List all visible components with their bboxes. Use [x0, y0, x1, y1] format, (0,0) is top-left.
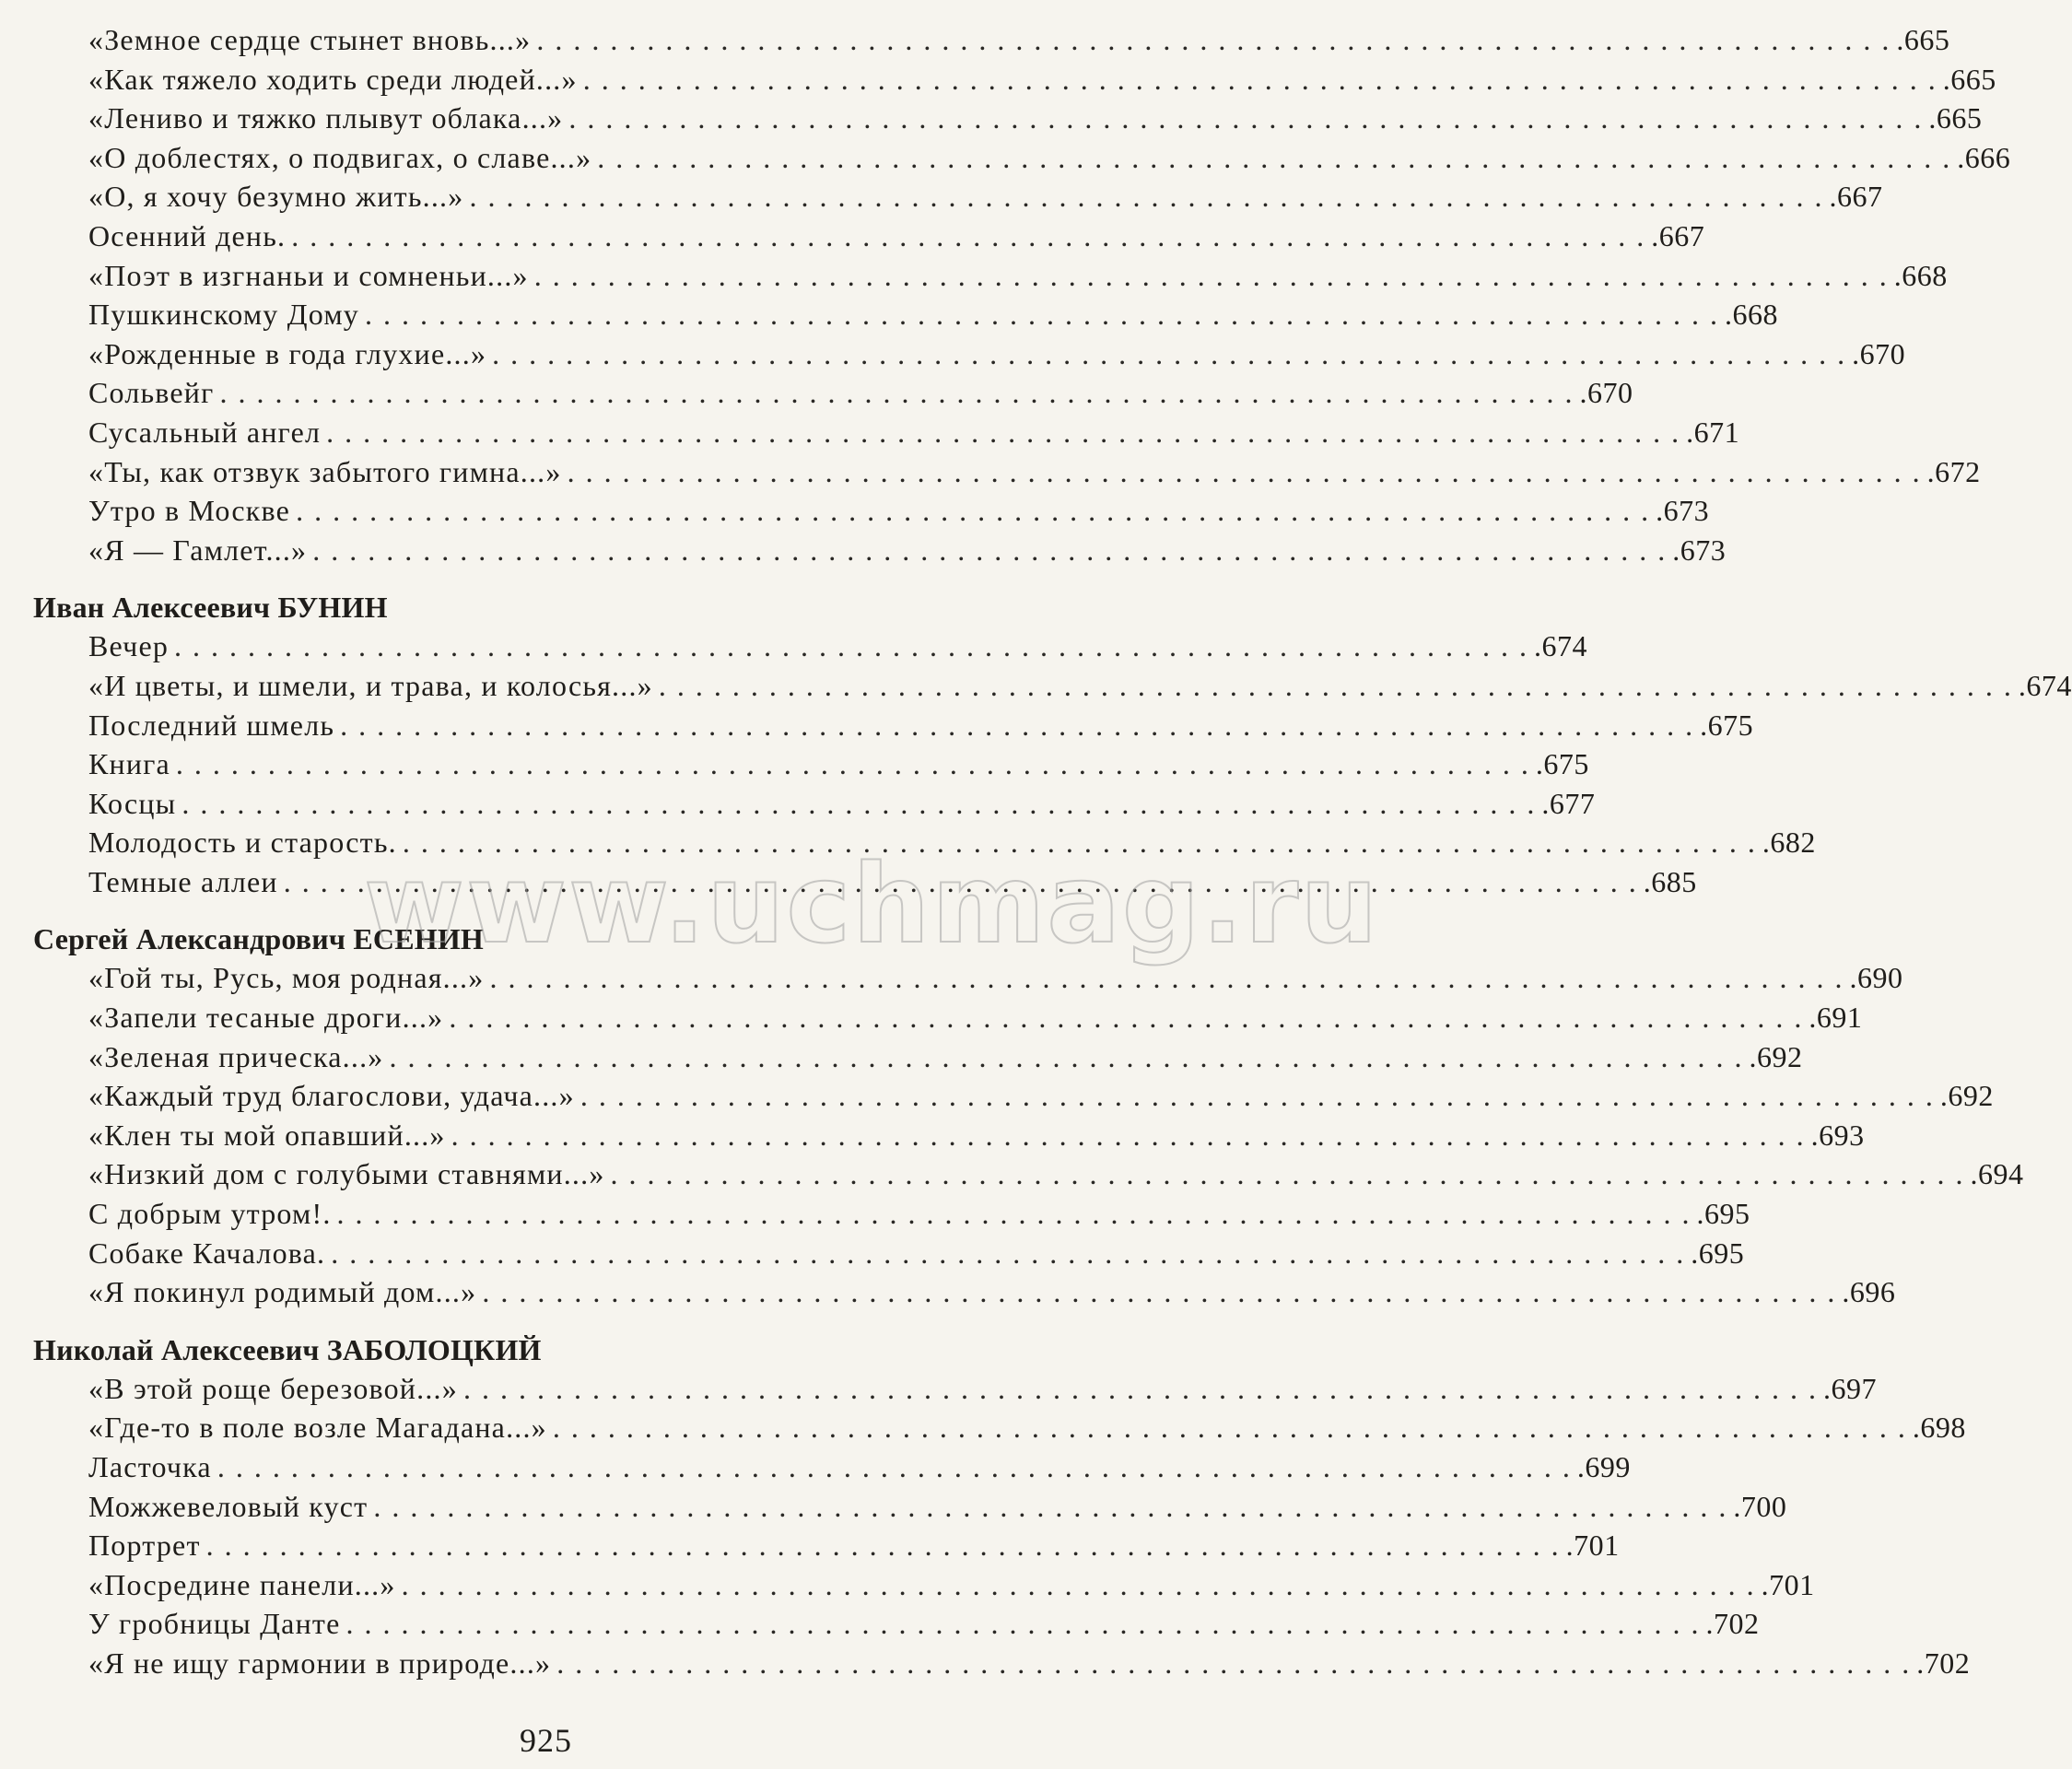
- dot-leader: [296, 491, 1650, 531]
- toc-section: [33, 588, 2072, 901]
- dot-leader: [345, 1604, 1700, 1644]
- entry-page-number: .675: [1700, 708, 1754, 742]
- entry-title: Сусальный ангел: [88, 415, 322, 449]
- toc-entry: [33, 1369, 1877, 1409]
- toc-entry: [33, 784, 1596, 824]
- entry-page-number: .672: [1926, 454, 1981, 488]
- toc-entry: [33, 958, 1903, 998]
- entry-page-number: .673: [1656, 494, 1710, 528]
- toc-entry: [33, 1604, 1760, 1644]
- dot-leader: [556, 1644, 1911, 1683]
- dot-leader: [469, 177, 1823, 217]
- dot-leader: [492, 334, 1846, 374]
- entry-title: Молодость и старость.: [88, 826, 397, 860]
- entry-title: «Клен ты мой опавший...»: [88, 1118, 446, 1152]
- toc-entry: [33, 334, 1906, 374]
- author-heading: Иван Алексеевич БУНИН: [33, 591, 388, 625]
- dot-leader: [206, 1526, 1561, 1565]
- entry-title: «Земное сердце стынет вновь...»: [88, 23, 532, 56]
- entry-title: «Я — Гамлет...»: [88, 533, 308, 567]
- entry-page-number: .682: [1762, 826, 1816, 860]
- toc-entry: [33, 706, 1754, 745]
- entry-title: «Поэт в изгнаньи и сомненьи...»: [88, 258, 529, 292]
- toc-entry: [33, 217, 1705, 256]
- dot-leader: [482, 1272, 1836, 1312]
- entry-page-number: .685: [1643, 864, 1697, 898]
- dot-leader: [597, 138, 1951, 178]
- entry-title: Последний шмель: [88, 708, 335, 742]
- entry-title: «Запели тесаные дроги...»: [88, 1001, 444, 1035]
- toc-entry: [33, 295, 1778, 334]
- dot-leader: [337, 1194, 1692, 1234]
- toc-entry: [33, 99, 1983, 138]
- entry-title: «Лениво и тяжко плывут облака...»: [88, 101, 564, 135]
- entry-title: Вечер: [88, 629, 170, 663]
- dot-leader: [449, 998, 1803, 1037]
- dot-leader: [176, 744, 1530, 784]
- entry-page-number: .691: [1809, 1001, 1863, 1035]
- entry-page-number: .701: [1565, 1529, 1620, 1563]
- entry-title: «Как тяжело ходить среди людей...»: [88, 62, 578, 96]
- entry-title: Портрет: [88, 1529, 201, 1563]
- entry-title: «Рожденные в года глухие...»: [88, 336, 487, 370]
- entry-page-number: .690: [1849, 961, 1903, 995]
- entry-page-number: .699: [1576, 1450, 1631, 1483]
- entry-title: «В этой роще березовой...»: [88, 1371, 458, 1405]
- entry-title: «Я не ищу гармонии в природе...»: [88, 1646, 552, 1680]
- toc-entry: [33, 177, 1883, 217]
- dot-leader: [568, 99, 1923, 138]
- entry-page-number: .677: [1541, 786, 1596, 820]
- entry-title: «Посредине панели...»: [88, 1567, 396, 1601]
- entry-title: «Гой ты, Русь, моя родная...»: [88, 961, 485, 995]
- entry-title: «О, я хочу безумно жить...»: [88, 180, 464, 214]
- dot-leader: [403, 823, 1757, 862]
- entry-title: Косцы: [88, 786, 177, 820]
- entry-page-number: .675: [1535, 747, 1589, 781]
- table-of-contents: [33, 20, 2072, 1683]
- toc-entry: [33, 1408, 1966, 1447]
- dot-leader: [365, 295, 1719, 334]
- entry-page-number: .693: [1810, 1118, 1865, 1152]
- entry-page-number: .696: [1842, 1275, 1896, 1309]
- toc-entry: [33, 1447, 1631, 1487]
- entry-page-number: .694: [1970, 1157, 2024, 1191]
- entry-page-number: .670: [1579, 376, 1633, 410]
- entry-title: «Зеленая прическа...»: [88, 1039, 384, 1073]
- entry-title: «Каждый труд благослови, удача...»: [88, 1079, 575, 1113]
- entry-page-number: .668: [1724, 298, 1778, 332]
- entry-title: «Я покинул родимый дом...»: [88, 1275, 477, 1309]
- toc-entry: [33, 1154, 2024, 1194]
- toc-entry: [33, 627, 1588, 666]
- dot-leader: [451, 1116, 1806, 1155]
- entry-title: Сольвейг: [88, 376, 215, 410]
- toc-entry: [33, 744, 1589, 784]
- entry-title: Собаке Качалова.: [88, 1236, 326, 1270]
- dot-leader: [389, 1037, 1743, 1077]
- toc-entry: [33, 491, 1710, 531]
- toc-section: [33, 20, 2011, 569]
- entry-title: Пушкинскому Дому: [88, 298, 359, 332]
- dot-leader: [568, 452, 1922, 492]
- entry-page-number: .701: [1761, 1567, 1815, 1601]
- entry-page-number: .697: [1822, 1371, 1877, 1405]
- toc-entry: [33, 413, 1740, 452]
- dot-leader: [181, 784, 1536, 824]
- dot-leader: [489, 958, 1844, 998]
- toc-entry: [33, 373, 1633, 413]
- toc-entry: [33, 1565, 1815, 1605]
- entry-title: Ласточка: [88, 1450, 212, 1483]
- entry-title: Можжевеловый куст: [88, 1489, 369, 1523]
- entry-title: Книга: [88, 747, 170, 781]
- toc-entry: [33, 1272, 1896, 1312]
- entry-page-number: .665: [1928, 101, 1983, 135]
- dot-leader: [611, 1154, 1965, 1194]
- toc-entry: [33, 452, 1981, 492]
- entry-page-number: .695: [1696, 1197, 1750, 1231]
- entry-title: Осенний день.: [88, 218, 287, 252]
- dot-leader: [463, 1369, 1818, 1409]
- watermark: www.uchmag.ru: [364, 840, 1380, 967]
- dot-leader: [553, 1408, 1907, 1447]
- toc-entry: [33, 1116, 1865, 1155]
- toc-entry: [33, 1076, 1994, 1116]
- toc-entry: [33, 823, 1816, 862]
- entry-page-number: .667: [1829, 180, 1883, 214]
- entry-page-number: .666: [1957, 140, 2011, 174]
- toc-entry: [33, 666, 2072, 706]
- toc-entry: [33, 1487, 1787, 1527]
- dot-leader: [326, 413, 1680, 452]
- toc-entry: [33, 1234, 1745, 1273]
- toc-entry: [33, 998, 1863, 1037]
- toc-entry: [33, 256, 1948, 296]
- entry-page-number: .695: [1691, 1236, 1745, 1270]
- dot-leader: [534, 256, 1889, 296]
- dot-leader: [291, 217, 1645, 256]
- dot-leader: [580, 1076, 1935, 1116]
- entry-page-number: .671: [1686, 415, 1740, 449]
- toc-entry: [33, 531, 1727, 570]
- entry-page-number: .667: [1651, 218, 1705, 252]
- dot-leader: [312, 531, 1667, 570]
- dot-leader: [583, 60, 1937, 100]
- entry-title: «И цветы, и шмели, и трава, и колосья...»: [88, 668, 653, 702]
- toc-entry: [33, 60, 1996, 100]
- entry-page-number: .702: [1705, 1607, 1760, 1641]
- entry-title: Темные аллеи: [88, 864, 278, 898]
- toc-entry: [33, 862, 1697, 902]
- entry-title: С добрым утром!.: [88, 1197, 332, 1231]
- entry-page-number: .698: [1912, 1411, 1966, 1445]
- entry-page-number: .670: [1852, 336, 1906, 370]
- entry-title: «Ты, как отзвук забытого гимна...»: [88, 454, 562, 488]
- dot-leader: [340, 706, 1694, 745]
- dot-leader: [284, 862, 1638, 902]
- author-heading: Сергей Александрович ЕСЕНИН: [33, 922, 485, 956]
- page-number: 925: [520, 1722, 572, 1759]
- toc-section: [33, 1330, 1971, 1683]
- entry-title: «Низкий дом с голубыми ставнями...»: [88, 1157, 605, 1191]
- entry-title: «О доблестях, о подвигах, о славе...»: [88, 140, 592, 174]
- entry-title: «Где-то в поле возле Магадана...»: [88, 1411, 547, 1445]
- entry-page-number: .665: [1896, 23, 1950, 56]
- dot-leader: [174, 627, 1528, 666]
- dot-leader: [659, 666, 2013, 706]
- toc-entry: [33, 1037, 1803, 1077]
- entry-page-number: .700: [1733, 1489, 1787, 1523]
- entry-page-number: .702: [1916, 1646, 1971, 1680]
- dot-leader: [219, 373, 1574, 413]
- entry-title: У гробницы Данте: [88, 1607, 341, 1641]
- entry-title: Утро в Москве: [88, 494, 291, 528]
- dot-leader: [536, 20, 1891, 60]
- entry-page-number: .692: [1749, 1039, 1803, 1073]
- entry-page-number: .665: [1942, 62, 1996, 96]
- toc-section: [33, 920, 2024, 1311]
- toc-entry: [33, 138, 2011, 178]
- entry-page-number: .674: [1534, 629, 1588, 663]
- dot-leader: [217, 1447, 1572, 1487]
- toc-entry: [33, 1526, 1620, 1565]
- dot-leader: [373, 1487, 1727, 1527]
- dot-leader: [331, 1234, 1685, 1273]
- entry-page-number: .692: [1939, 1079, 1994, 1113]
- entry-page-number: .673: [1672, 533, 1727, 567]
- author-heading: Николай Алексеевич ЗАБОЛОЦКИЙ: [33, 1332, 542, 1366]
- toc-entry: [33, 20, 1950, 60]
- entry-page-number: .668: [1893, 258, 1948, 292]
- dot-leader: [402, 1565, 1756, 1605]
- entry-page-number: .674: [2018, 668, 2072, 702]
- toc-entry: [33, 1194, 1750, 1234]
- toc-entry: [33, 1644, 1971, 1683]
